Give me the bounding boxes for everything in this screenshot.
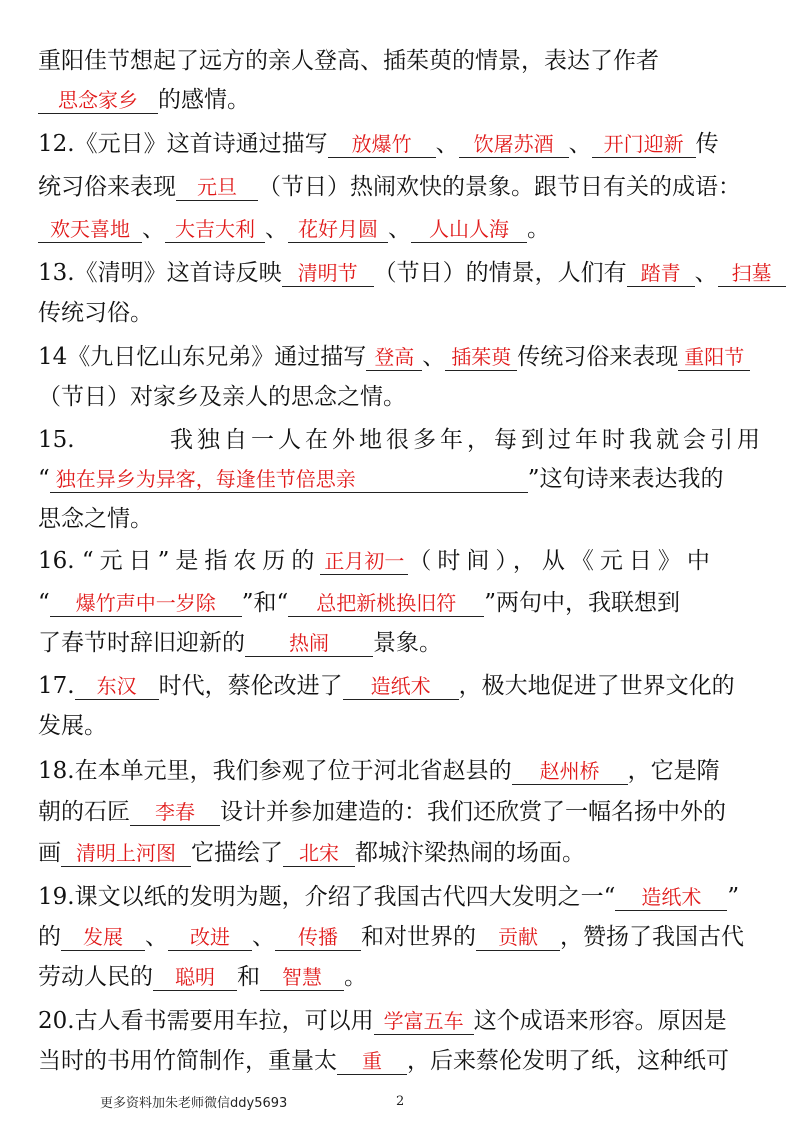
page-number: 2 (396, 1094, 405, 1109)
q12-text-4: （节日）热闹欢快的景象。跟节日有关的成语： (258, 174, 741, 200)
q11-answer-1: 思念家乡 (38, 87, 158, 114)
q14-sep-1: 、 (422, 344, 446, 370)
q20-text-2: 这个成语来形容。原因是 (473, 1008, 727, 1034)
q19-line-1 (38, 882, 764, 912)
q16-text-5: 了春节时辞旧迎新的 (38, 630, 245, 656)
q13-text-2: （节日）的情景，人们有 (373, 260, 627, 286)
q19-answer-7: 智慧 (260, 964, 344, 991)
q19-answer-4: 传播 (275, 924, 361, 951)
q16-open-quote: “ (38, 590, 50, 616)
q14-text-2: 传统习俗来表现 (517, 344, 679, 370)
q14-text-3: （节日）对家乡及亲人的思念之情。 (38, 384, 406, 410)
q12-text-2: 传 (695, 131, 719, 157)
q14-answer-1: 登高 (366, 344, 422, 371)
q16-answer-1: 正月初一 (320, 548, 408, 575)
q12-sep-5: 、 (142, 216, 165, 242)
q12-sep-1: 、 (435, 131, 459, 157)
q20-line-1 (38, 1006, 764, 1036)
q11-line-2 (38, 85, 764, 115)
q16-answer-2: 爆竹声中一岁除 (50, 590, 242, 617)
q17-answer-2: 造纸术 (343, 673, 459, 700)
q12-answer-2: 饮屠苏酒 (459, 131, 569, 158)
q17-answer-1: 东汉 (75, 673, 159, 700)
q17-line-2 (38, 711, 764, 741)
q20-text-4: ，后来蔡伦发明了纸，这种纸可 (407, 1048, 729, 1074)
q15-line-2 (38, 464, 764, 494)
q20-text-3: 当时的书用竹简制作，重量太 (38, 1048, 337, 1074)
q14-answer-3: 重阳节 (678, 344, 750, 371)
q13-answer-1: 清明节 (282, 260, 374, 287)
q15-text-1: 我独自一人在外地很多年，每到过年时我就会引用 (170, 427, 764, 453)
q19-text-6: 劳动人民的 (38, 964, 153, 990)
q19-answer-2: 发展 (61, 924, 145, 951)
q19-text-4: 和对世界的 (361, 924, 476, 950)
q11-line-1 (38, 46, 764, 76)
q19-sep-2: 、 (252, 924, 275, 950)
q13-answer-3: 扫墓 (718, 260, 786, 287)
q19-text-2: ” (727, 884, 740, 910)
q12-answer-3: 开门迎新 (592, 131, 696, 158)
q16-text-6: 景象。 (373, 630, 442, 656)
q12-sep-7: 、 (388, 216, 411, 242)
q12-line-3 (38, 214, 764, 244)
q18-text-3: 朝的石匠 (38, 799, 130, 825)
q17-number: 17. (38, 673, 75, 699)
q18-line-2 (38, 797, 764, 827)
q12-text-5: 。 (527, 216, 550, 242)
q12-text-1: 《元日》这首诗通过描写 (74, 131, 328, 157)
q16-text-1: “元日”是指农历的 (81, 548, 321, 574)
q20-answer-2: 重 (337, 1048, 407, 1075)
q18-text-2: ，它是隋 (627, 758, 720, 784)
q19-text-7: 和 (237, 964, 260, 990)
q11-text-2: 的感情。 (158, 87, 250, 113)
q18-text-5: 画 (38, 840, 61, 866)
q16-line-3 (38, 628, 764, 658)
q19-text-1: 课文以纸的发明为题，介绍了我国古代四大发明之一“ (74, 884, 616, 910)
q18-text-4: 设计并参加建造的：我们还欣赏了一幅名扬中外的 (220, 799, 726, 825)
q15-open-quote: “ (38, 466, 50, 492)
q15-number: 15. (38, 427, 75, 453)
q12-sep-6: 、 (265, 216, 288, 242)
footer-note: 更多资料加朱老师微信ddy5693 (100, 1096, 288, 1111)
q20-number: 20. (38, 1008, 75, 1034)
q18-answer-3: 清明上河图 (61, 840, 191, 867)
q17-line-1 (38, 671, 764, 701)
q14-number: 14 (38, 344, 68, 370)
q19-answer-6: 聪明 (153, 964, 237, 991)
q16-text-3: ”和“ (241, 590, 289, 616)
q12-answer-8: 人山人海 (411, 216, 527, 243)
q12-answer-6: 大吉大利 (165, 216, 265, 243)
q13-line-1 (38, 258, 772, 288)
q16-answer-4: 热闹 (245, 630, 373, 657)
q18-line-1 (38, 756, 764, 786)
q15-text-2: ”这句诗来表达我的 (527, 466, 724, 492)
q12-answer-1: 放爆竹 (328, 131, 436, 158)
q16-line-1 (38, 546, 764, 576)
q12-line-1 (38, 129, 764, 159)
q18-number: 18. (38, 758, 75, 784)
q16-line-2 (38, 588, 764, 618)
q12-answer-5: 欢天喜地 (38, 216, 142, 243)
q19-text-5: ，赞扬了我国古代 (560, 924, 744, 950)
q16-text-4: ”两句中，我联想到 (484, 590, 681, 616)
q18-line-3 (38, 838, 764, 868)
q16-number: 16. (38, 548, 75, 574)
q19-text-3: 的 (38, 924, 61, 950)
q19-answer-5: 贡献 (476, 924, 560, 951)
q20-text-1: 古人看书需要用车拉，可以用 (74, 1008, 374, 1034)
q15-text-3: 思念之情。 (38, 506, 153, 532)
q18-answer-1: 赵州桥 (512, 758, 628, 785)
q20-line-2 (38, 1046, 764, 1076)
q12-sep-2: 、 (568, 131, 592, 157)
q13-text-3: 传统习俗。 (38, 300, 153, 326)
q19-answer-3: 改进 (168, 924, 252, 951)
q12-answer-7: 花好月圆 (288, 216, 388, 243)
q12-text-3: 统习俗来表现 (38, 174, 176, 200)
q18-text-1: 在本单元里，我们参观了位于河北省赵县的 (74, 758, 512, 784)
q20-answer-1: 学富五车 (374, 1008, 474, 1035)
q19-answer-1: 造纸术 (615, 884, 727, 911)
q13-answer-2: 踏青 (627, 260, 695, 287)
q13-number: 13. (38, 260, 75, 286)
q17-text-3: 发展。 (38, 713, 107, 739)
q14-text-1: 《九日忆山东兄弟》通过描写 (67, 344, 367, 370)
q16-answer-3: 总把新桃换旧符 (288, 590, 484, 617)
q16-text-2: （时间），从《元日》中 (408, 548, 716, 574)
q15-line-3 (38, 504, 764, 534)
q18-answer-2: 李春 (130, 799, 220, 826)
q13-line-2 (38, 298, 764, 328)
q12-number: 12. (38, 131, 75, 157)
q17-text-1: 时代，蔡伦改进了 (158, 673, 343, 699)
q19-number: 19. (38, 884, 75, 910)
q13-sep-1: 、 (694, 260, 718, 286)
q18-answer-4: 北宋 (283, 840, 355, 867)
q14-line-1 (38, 342, 764, 372)
q13-text-1: 《清明》这首诗反映 (74, 260, 282, 286)
q12-answer-4: 元旦 (176, 174, 258, 201)
q18-text-6: 它描绘了 (191, 840, 283, 866)
q19-line-3 (38, 962, 764, 992)
q14-line-2 (38, 382, 764, 412)
q11-text: 重阳佳节想起了远方的亲人登高、插茱萸的情景，表达了作者 (38, 48, 659, 74)
q19-line-2 (38, 922, 764, 952)
q12-line-2 (38, 172, 764, 202)
q15-answer-1: 独在异乡为异客，每逢佳节倍思亲 (50, 466, 528, 493)
q15-line-1 (38, 425, 764, 455)
q19-text-8: 。 (344, 964, 367, 990)
q17-text-2: ，极大地促进了世界文化的 (458, 673, 735, 699)
q19-sep-1: 、 (145, 924, 168, 950)
q14-answer-2: 插茱萸 (445, 344, 517, 371)
q18-text-7: 都城汴梁热闹的场面。 (355, 840, 585, 866)
